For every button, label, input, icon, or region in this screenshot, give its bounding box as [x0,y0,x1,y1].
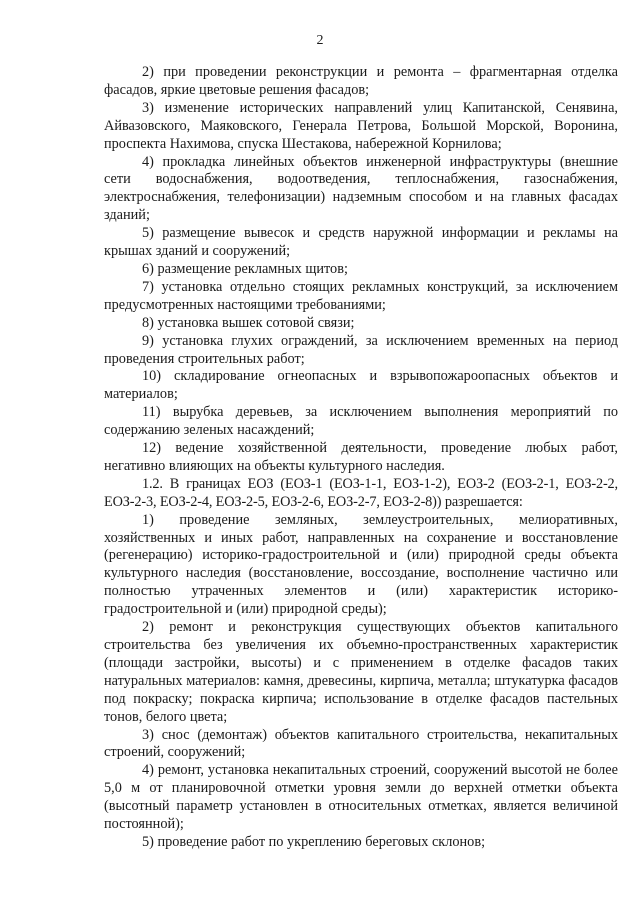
paragraph-permission-2: 2) ремонт и реконструкция существующих объектов капитального строительства без увеличения их объемно-пространственных характеристик (площади застройки, высоты) и с применением в отделке фасадов таких натуральных материалов: камня, древесины, кирпича, металла; штукатурка фасадов под покраску; покраска кирпича; использование в отделке фасадов пастельных тонов, белого цвета; [104,619,618,725]
paragraph-prohibition-9: 9) установка глухих ограждений, за исключением временных на период проведения строительных работ; [104,332,618,367]
paragraph-permission-4: 4) ремонт, установка некапитальных строений, сооружений высотой не более 5,0 м от планировочной отметки уровня земли до верхней отметки объекта (высотный параметр установлен в относительных отметках, является величиной постоянной); [104,762,618,833]
paragraph-prohibition-5: 5) размещение вывесок и средств наружной информации и рекламы на крышах зданий и сооружений; [104,225,618,260]
paragraph-permission-1: 1) проведение земляных, землеустроительных, мелиоративных, хозяйственных и иных работ, направленных на сохранение и восстановление (регенерацию) историко-градостроительной и (или) природной среды объекта культурного наследия (восстановление, воссоздание, восполнение частично или полностью утраченных элементов и (или) характеристик историко-градостроительной и (или) природной среды); [104,511,618,618]
paragraph-prohibition-12: 12) ведение хозяйственной деятельности, проведение любых работ, негативно влияющих на объекты культурного наследия. [104,440,618,474]
paragraph-prohibition-11: 11) вырубка деревьев, за исключением выполнения мероприятий по содержанию зеленых насаждений; [104,404,618,439]
paragraph-prohibition-4: 4) прокладка линейных объектов инженерной инфраструктуры (внешние сети водоснабжения, водоотведения, теплоснабжения, газоснабжения, электроснабжения, телефонизации) надземным способом и на главных фасадах зданий; [104,153,618,224]
document-body [104,64,618,852]
paragraph-permission-3: 3) снос (демонтаж) объектов капитального строительства, некапитальных строений, сооружений; [104,726,618,761]
paragraph-prohibition-3: 3) изменение исторических направлений улиц Капитанской, Сенявина, Айвазовского, Маяковского, Генерала Петрова, Большой Морской, Воронина, проспекта Нахимова, спуска Шестакова, набережной Корнилова; [104,99,618,152]
paragraph-prohibition-6: 6) размещение рекламных щитов; [142,260,348,277]
paragraph-prohibition-8: 8) установка вышек сотовой связи; [142,314,355,331]
page-number: 2 [316,33,324,48]
paragraph-prohibition-2: 2) при проведении реконструкции и ремонта – фрагментарная отделка фасадов, яркие цветовые решения фасадов; [104,64,618,98]
paragraph-prohibition-10: 10) складирование огнеопасных и взрывопожароопасных объектов и материалов; [104,368,618,403]
paragraph-prohibition-7: 7) установка отдельно стоящих рекламных конструкций, за исключением предусмотренных настоящими требованиями; [104,278,618,313]
section-heading-1-2: 1.2. В границах ЕОЗ (ЕОЗ-1 (ЕОЗ-1-1, ЕОЗ-1-2), ЕОЗ-2 (ЕОЗ-2-1, ЕОЗ-2-2, ЕОЗ-2-3, ЕОЗ-2-4, ЕОЗ-2-5, ЕОЗ-2-6, ЕОЗ-2-7, ЕОЗ-2-8)) разрешается: [104,475,618,510]
paragraph-permission-5: 5) проведение работ по укреплению береговых склонов; [142,833,486,850]
